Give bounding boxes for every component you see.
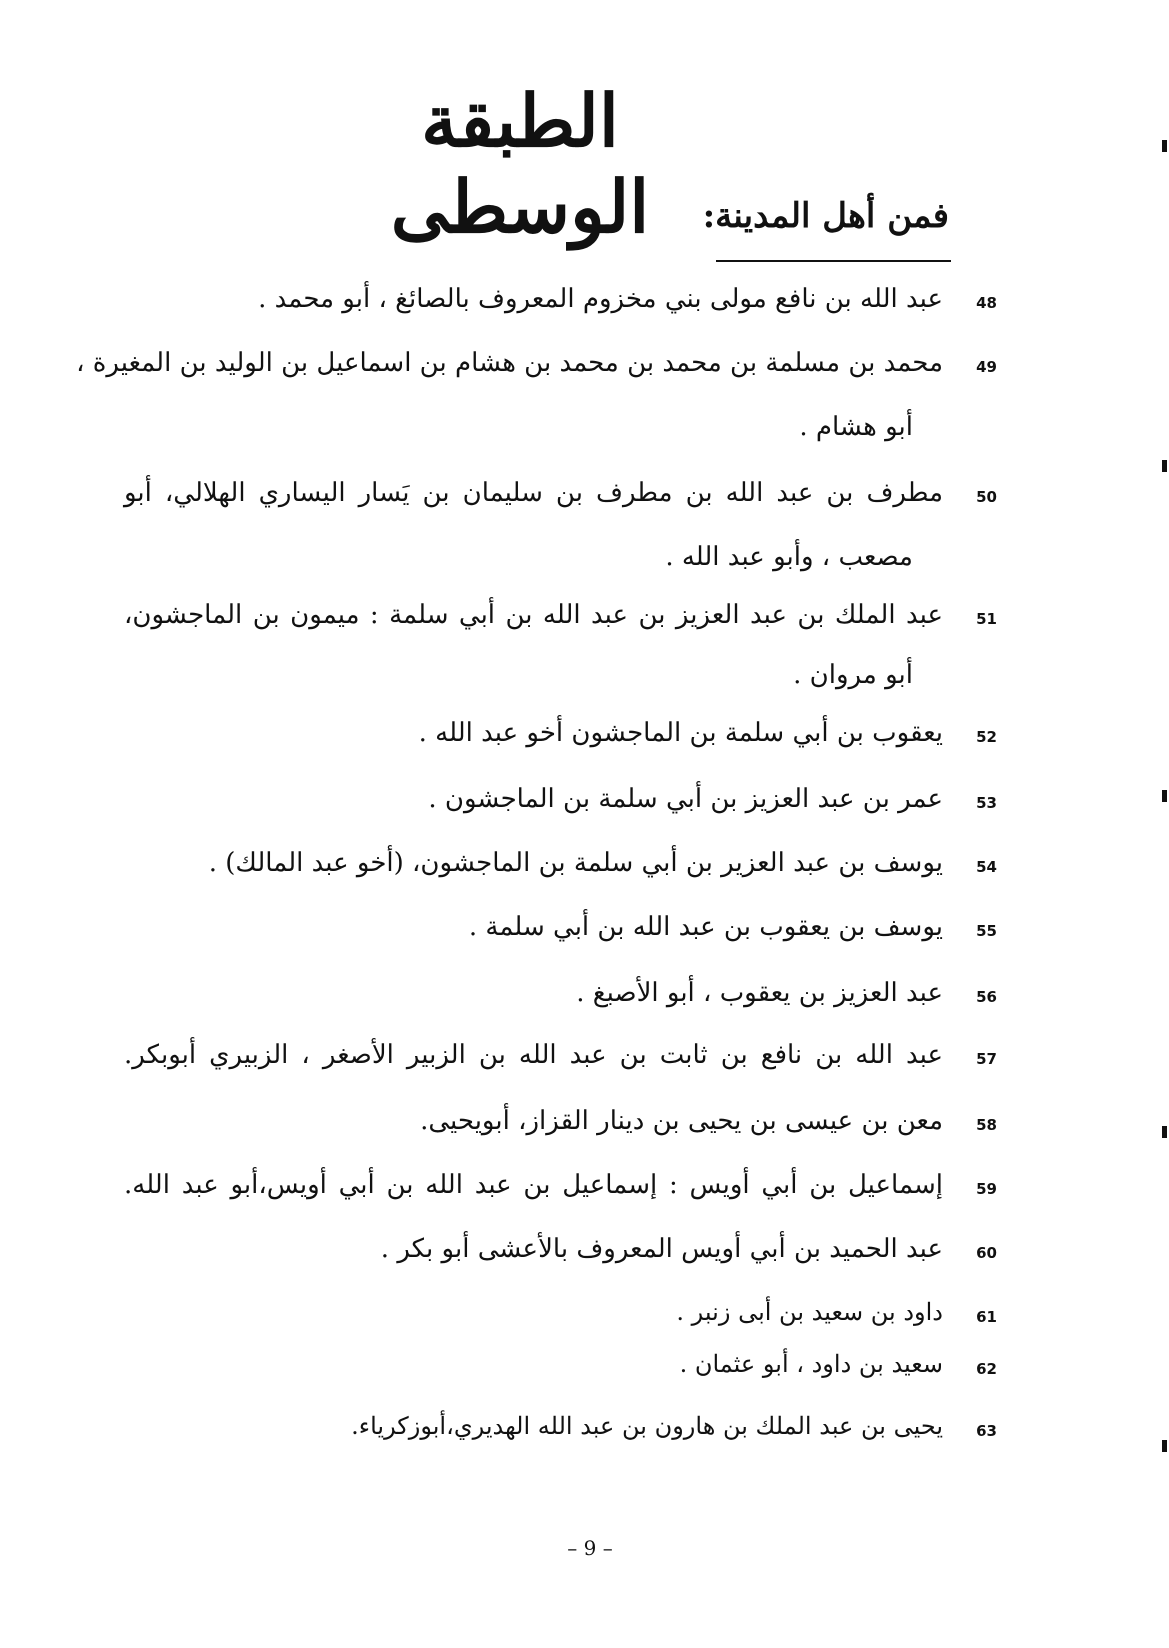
entry-text: عبد الملك بن عبد العزيز بن عبد الله بن أبي سلمة : ميمون بن الماجشون، <box>124 600 943 630</box>
page-number: – 9 – <box>567 1536 613 1560</box>
section-heading: فمن أهل المدينة: <box>702 196 949 236</box>
entry-text: عمر بن عبد العزيز بن أبي سلمة بن الماجشون . <box>428 784 943 814</box>
entry-text: إسماعيل بن أبي أويس : إسماعيل بن عبد الله بن أبي أويس،أبو عبد الله. <box>124 1170 943 1200</box>
entry-text: يعقوب بن أبي سلمة بن الماجشون أخو عبد الله . <box>418 718 943 748</box>
entry-number: 59 <box>976 1180 997 1198</box>
entry-number: 50 <box>976 488 997 506</box>
entry-number: 61 <box>976 1308 997 1326</box>
entry-text: عبد العزيز بن يعقوب ، أبو الأصبغ . <box>576 978 943 1008</box>
entry-text-continued: أبو مروان . <box>793 660 913 690</box>
entry-number: 53 <box>976 794 997 812</box>
scan-edge-mark <box>1162 460 1167 472</box>
entry-number: 51 <box>976 610 997 628</box>
entry-text: عبد الحميد بن أبي أويس المعروف بالأعشى أبو بكر . <box>380 1234 943 1264</box>
scan-edge-mark <box>1162 1440 1167 1452</box>
entry-number: 57 <box>976 1050 997 1068</box>
entry-text: معن بن عيسى بن يحيى بن دينار القزاز، أبويحيى. <box>420 1106 943 1136</box>
scan-edge-mark <box>1162 140 1167 152</box>
entry-number: 56 <box>976 988 997 1006</box>
entry-text: عبد الله بن نافع بن ثابت بن عبد الله بن الزبير الأصغر ، الزبيري أبوبكر. <box>124 1040 943 1070</box>
entry-number: 48 <box>976 294 997 312</box>
page-title: الطبقة الوسطى <box>390 78 650 250</box>
entry-number: 58 <box>976 1116 997 1134</box>
scan-edge-mark <box>1162 790 1167 802</box>
entry-text: سعيد بن داود ، أبو عثمان . <box>679 1350 943 1378</box>
entry-text-continued: أبو هشام . <box>799 412 913 442</box>
scan-edge-mark <box>1162 1126 1167 1138</box>
entry-text: يوسف بن عبد العزير بن أبي سلمة بن الماجشون، (أخو عبد المالك) . <box>208 848 943 878</box>
entry-text: يحيى بن عبد الملك بن هارون بن عبد الله الهديري،أبوزكرياء. <box>351 1412 943 1440</box>
entry-number: 52 <box>976 728 997 746</box>
entry-number: 63 <box>976 1422 997 1440</box>
entry-number: 62 <box>976 1360 997 1378</box>
entry-number: 49 <box>976 358 997 376</box>
entry-text: مطرف بن عبد الله بن مطرف بن سليمان بن يَسار اليساري الهلالي، أبو <box>124 478 943 508</box>
entry-text: عبد الله بن نافع مولى بني مخزوم المعروف بالصائغ ، أبو محمد . <box>258 284 943 314</box>
entry-number: 54 <box>976 858 997 876</box>
entry-text: داود بن سعيد بن أبى زنبر . <box>676 1298 943 1326</box>
entry-text: يوسف بن يعقوب بن عبد الله بن أبي سلمة . <box>468 912 943 942</box>
entry-text: محمد بن مسلمة بن محمد بن محمد بن هشام بن اسماعيل بن الوليد بن المغيرة ، <box>76 348 943 378</box>
entry-number: 60 <box>976 1244 997 1262</box>
entry-number: 55 <box>976 922 997 940</box>
entry-text-continued: مصعب ، وأبو عبد الله . <box>665 542 913 572</box>
